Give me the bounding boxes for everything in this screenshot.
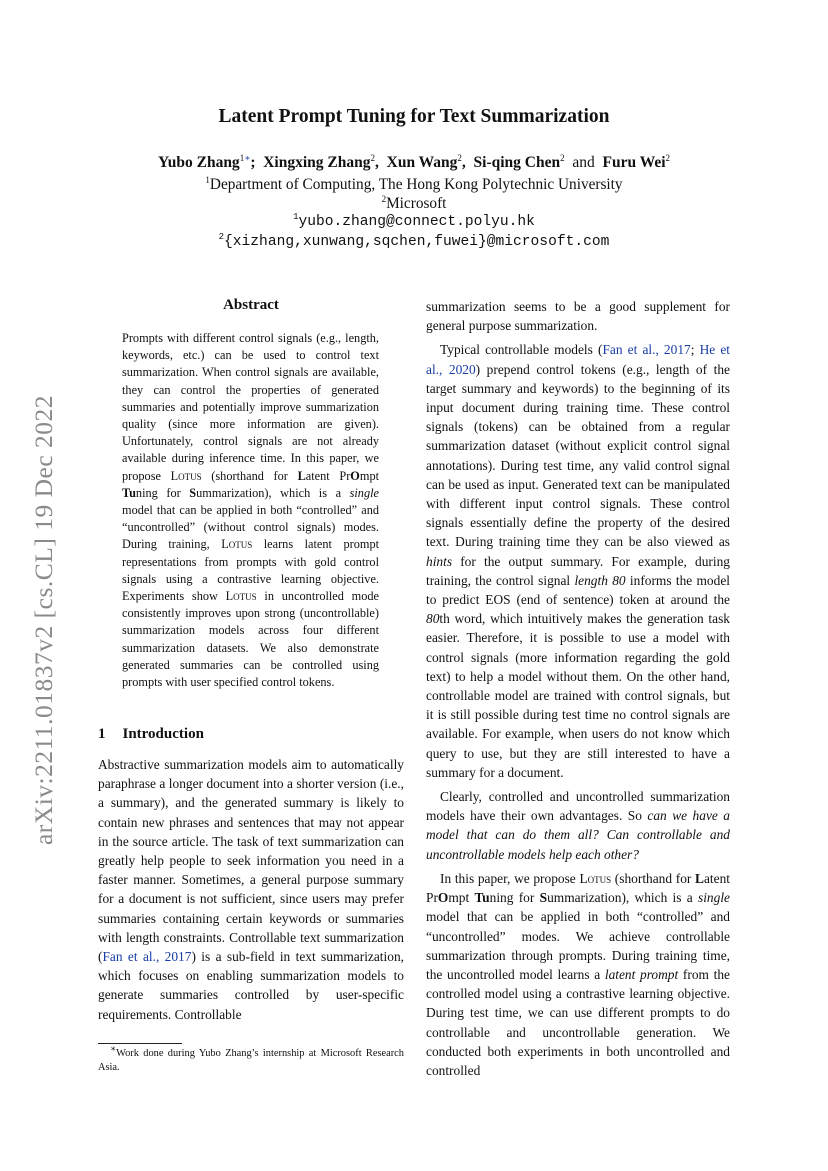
method-name: Lotus bbox=[225, 589, 257, 604]
abstract-body bbox=[122, 330, 379, 691]
affiliation-text: Department of Computing, The Hong Kong Polytechnic University bbox=[209, 176, 623, 193]
affiliation-mark: 1 bbox=[293, 212, 299, 223]
acronym-letter: O bbox=[437, 890, 449, 906]
body-text: In this paper, we propose bbox=[440, 870, 580, 886]
email-address: yubo.zhang@connect.polyu.hk bbox=[298, 214, 535, 230]
author-name: Furu Wei bbox=[602, 154, 666, 171]
affiliation-1 bbox=[0, 176, 828, 194]
method-name: Lotus bbox=[579, 870, 612, 886]
body-text: ; bbox=[690, 342, 700, 358]
citation-link[interactable]: Fan et al., 2017 bbox=[102, 949, 192, 965]
emphasis: hints bbox=[426, 553, 453, 569]
author-list: Yubo Zhang$^{1∗}$; Xingxing Zhang$^2$, Xun Wang$^2$, Si-qing Chen$^2$ and Furu Wei$^2$ bbox=[157, 152, 671, 171]
affiliation-2 bbox=[0, 195, 828, 213]
section-heading bbox=[98, 726, 204, 743]
body-text: Abstractive summarization models aim to automatically paraphrase a longer document into a shorter version (i.e., a summary), and the generated summary is likely to contain new phrases and sentences that may not appear in the source article. The task of text summarization can greatly help people to seek information you need in a faster manner. Sometimes, a general purpose summary for a document is not sufficient, since users may prefer summaries containing certain keywords or summaries with length constraints. Controllable text summarization ( bbox=[98, 757, 404, 965]
body-text: for the output summary. For example, during training, the control signal bbox=[426, 553, 730, 588]
abstract-text: ummarization), which is a bbox=[196, 485, 350, 500]
method-name: Lotus bbox=[170, 468, 202, 483]
method-name: Lotus bbox=[221, 537, 253, 552]
section-title: Introduction bbox=[122, 726, 204, 742]
acronym-letter: L bbox=[297, 468, 306, 483]
abstract-text: Prompts with different control signals (e.g., length, keywords, etc.) can be used to control text summarization. When control signals are available, they can control the properties of generated summaries and potentially improve summarization quality (since more information are given). Unfortunately, control signals are not already available during inference time. In this paper, we propose bbox=[122, 331, 379, 483]
abstract-heading: Abstract bbox=[223, 297, 279, 313]
affiliation-mark: 1 bbox=[205, 174, 210, 185]
paragraph bbox=[426, 297, 730, 335]
author-name: Si-qing Chen bbox=[473, 154, 561, 171]
section-number: 1 bbox=[98, 726, 106, 742]
emphasis: latent prompt bbox=[604, 966, 679, 982]
email-2 bbox=[0, 234, 828, 250]
affiliation-mark: 2 bbox=[665, 152, 671, 163]
and-word: and bbox=[572, 154, 595, 171]
body-text: from the controlled model using a contrastive learning objective. During test time, we can use different prompts to do controllable and uncontrollable generation. We conducted both experiments in both uncontrolled and controlled bbox=[426, 966, 730, 1078]
acronym-letter: Tu bbox=[122, 485, 136, 500]
affiliation-mark: 2 bbox=[370, 152, 375, 163]
footnote-link[interactable]: ∗ bbox=[244, 152, 251, 163]
citation-link[interactable]: He et al., 2020 bbox=[426, 342, 730, 377]
affiliation-text: Microsoft bbox=[386, 195, 447, 212]
affiliation-mark: 2 bbox=[457, 152, 462, 163]
intro-paragraph bbox=[98, 755, 404, 1024]
acronym-letter: L bbox=[695, 870, 704, 886]
paragraph bbox=[426, 787, 730, 864]
email-1 bbox=[0, 214, 828, 230]
abstract-text: mpt bbox=[359, 468, 380, 483]
abstract-text: (shorthand for bbox=[201, 468, 298, 483]
abstract-text: in uncontrolled mode consistently improves upon strong (uncontrollable) summarization models across four different summarization datasets. We also demonstrate generated summaries can be controlled using prompts with user specified control tokens. bbox=[122, 589, 380, 690]
right-column bbox=[426, 297, 730, 1080]
acronym-letter: O bbox=[350, 468, 360, 483]
footnote-mark: ∗ bbox=[110, 1043, 117, 1054]
affiliation-mark: 2 bbox=[560, 152, 565, 163]
acronym-letter: Tu bbox=[474, 890, 490, 906]
affiliation-mark: 2 bbox=[381, 193, 387, 204]
footnote-text: Work done during Yubo Zhang’s internship at Microsoft Research Asia. bbox=[98, 1048, 404, 1073]
citation-link[interactable]: Fan et al., 2017 bbox=[602, 342, 691, 358]
body-text: informs the model to predict EOS (end of sentence) token at around the bbox=[426, 572, 730, 608]
affiliation-mark: 2 bbox=[218, 232, 225, 243]
body-text: (shorthand for bbox=[611, 870, 696, 886]
body-text: ning for bbox=[489, 890, 540, 906]
abstract-text: model that can be applied in both “controlled” and “uncontrolled” (without control signals) modes. During training, bbox=[122, 503, 379, 552]
acronym-letter: S bbox=[539, 890, 548, 906]
body-text: Typical controllable models ( bbox=[440, 342, 603, 358]
paragraph bbox=[426, 340, 730, 782]
arxiv-side-stamp bbox=[14, 360, 74, 880]
body-text: ) is a sub-field in text summarization, which focuses on enabling summarization models to generate summaries controlled by user-specific requirements. Controllable bbox=[98, 949, 404, 1022]
acronym-letter: S bbox=[189, 485, 197, 500]
body-text: model that can be applied in both “controlled” and “uncontrolled” modes. We achieve controllable summarization through prompts. During training time, the uncontrolled model learns a bbox=[426, 909, 730, 982]
body-text: th word, which intuitively makes the generation task easier. Therefore, it is possible to use a model with control signals (more information regarding the gold text) to help a model without them. On the other hand, controllable model are trained with control signals, but it is still possible during test time no control signals are available. For example, when users do not know which query to use, but they are still interested to have a summary for a document. bbox=[426, 611, 730, 780]
body-text: ) prepend control tokens (e.g., length of the target summary and keywords) to the beginning of its input document during training time. These control signals (tokens) can be obtained from a regular summarization dataset (without explicit control signal annotations). During test time, any valid control signal can be used as input. Generated text can be manipulated with different input control signals. These control signals essentially define the property of the desired text. During training time they can be also viewed as bbox=[426, 361, 730, 550]
body-text: atent Pr bbox=[426, 870, 730, 906]
affiliation-mark: 1 bbox=[239, 152, 245, 163]
paragraph bbox=[426, 869, 730, 1080]
author-name: Xun Wang bbox=[386, 154, 458, 171]
footnote bbox=[98, 1043, 404, 1075]
abstract-text: ning for bbox=[135, 485, 190, 500]
emphasis: length 80 bbox=[574, 572, 626, 588]
email-address: {xizhang,xunwang,sqchen,fuwei}@microsoft.com bbox=[224, 234, 610, 250]
emphasis: single bbox=[349, 485, 379, 500]
abstract-text: learns latent prompt representations from prompts with gold control signals using a contrastive learning objective. Experiments show bbox=[122, 537, 380, 604]
body-text: mpt bbox=[448, 890, 475, 906]
emphasis: 80 bbox=[426, 611, 440, 627]
emphasis: can we have a model that can do them all? Can controllable and uncontrollable models help each other? bbox=[426, 808, 730, 862]
abstract-text: atent Pr bbox=[305, 468, 351, 483]
body-text: ummarization), which is a bbox=[547, 890, 698, 906]
paper-title: Latent Prompt Tuning for Text Summarization bbox=[218, 106, 610, 127]
body-text: summarization seems to be a good supplement for general purpose summarization. bbox=[426, 299, 730, 334]
arxiv-identifier: arXiv:2211.01837v2 [cs.CL] 19 Dec 2022 bbox=[29, 394, 58, 846]
author-name: Xingxing Zhang bbox=[263, 154, 371, 171]
author-name: Yubo Zhang bbox=[157, 154, 240, 171]
emphasis: single bbox=[698, 890, 730, 906]
body-text: Clearly, controlled and uncontrolled summarization models have their own advantages. So bbox=[426, 789, 730, 824]
